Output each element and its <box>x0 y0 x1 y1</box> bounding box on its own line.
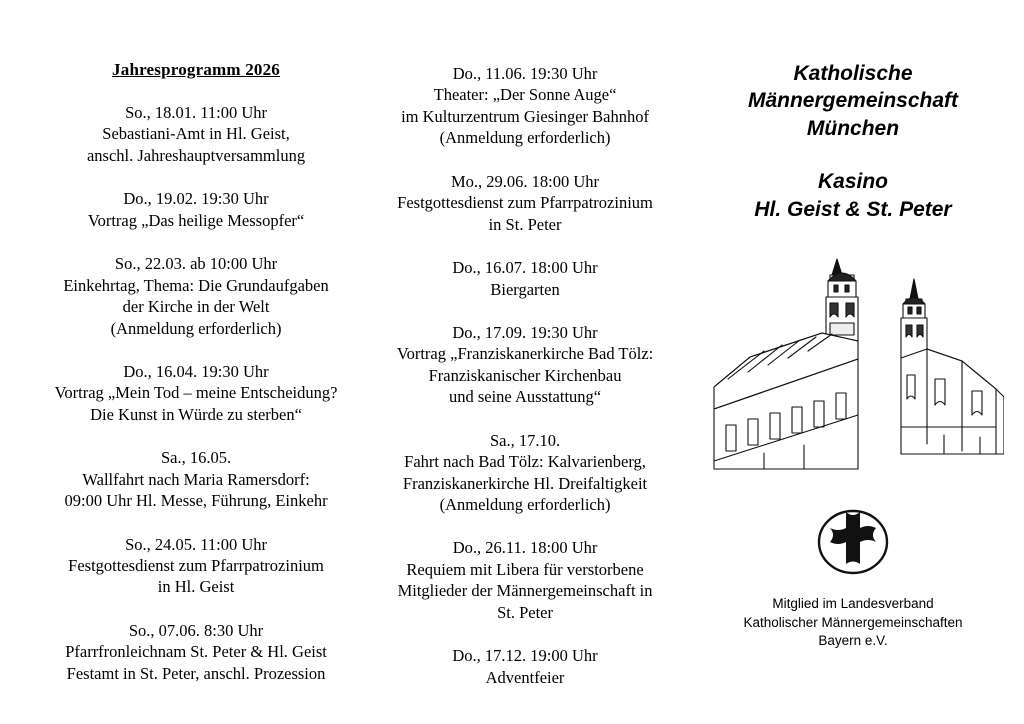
entry-line: St. Peter <box>497 602 553 622</box>
church-illustrations <box>704 239 1002 494</box>
cross-emblem <box>704 502 1002 587</box>
entry-line: So., 24.05. 11:00 Uhr <box>125 534 267 554</box>
entry-line: Vortrag „Mein Tod – meine Entscheidung? <box>54 383 338 403</box>
program-entry <box>44 361 348 425</box>
program-entry <box>368 171 682 235</box>
entry-line: der Kirche in der Welt <box>122 297 270 317</box>
entry-line: Vortrag „Das heilige Messopfer“ <box>87 210 305 230</box>
column-middle <box>362 42 688 714</box>
entry-line: Sebastiani-Amt in Hl. Geist, <box>102 124 290 144</box>
entry-line: (Anmeldung erforderlich) <box>439 128 611 148</box>
entry-line: Mo., 29.06. 18:00 Uhr <box>451 171 600 191</box>
program-entry <box>44 188 348 231</box>
entry-line: Do., 17.09. 19:30 Uhr <box>452 322 598 342</box>
entry-line: (Anmeldung erforderlich) <box>110 318 282 338</box>
program-entry <box>368 537 682 623</box>
entry-line: 09:00 Uhr Hl. Messe, Führung, Einkehr <box>64 491 328 511</box>
entry-line: in Hl. Geist <box>157 577 235 597</box>
entry-line: Vortrag „Franziskanerkirche Bad Tölz: <box>396 344 654 364</box>
footer-line: Katholischer Männergemeinschaften <box>743 614 963 630</box>
church-hl-geist-illustration <box>714 259 858 469</box>
church-st-peter-illustration <box>901 279 1004 454</box>
church-illustration-group <box>704 239 1004 489</box>
entry-line: Do., 19.02. 19:30 Uhr <box>123 189 269 209</box>
membership-footer <box>704 595 1002 650</box>
program-entry <box>44 534 348 598</box>
entry-line: Do., 11.06. 19:30 Uhr <box>452 64 598 83</box>
entry-line: Do., 16.04. 19:30 Uhr <box>123 361 269 381</box>
entry-line: Do., 17.12. 19:00 Uhr <box>452 646 598 666</box>
entry-line: Fahrt nach Bad Tölz: Kalvarienberg, <box>404 452 646 472</box>
entry-line: Do., 26.11. 18:00 Uhr <box>452 538 598 558</box>
entry-line: Franziskanischer Kirchenbau <box>428 365 622 385</box>
program-entry <box>368 257 682 300</box>
entry-line: (Anmeldung erforderlich) <box>439 495 611 514</box>
entry-line: So., 18.01. 11:00 Uhr <box>125 103 267 122</box>
organisation-line: Katholische <box>793 62 913 85</box>
entry-line: Mitglieder der Männergemeinschaft in <box>397 581 653 601</box>
program-entry <box>368 430 682 516</box>
program-entry <box>368 645 682 688</box>
entry-line: Franziskanerkirche Hl. Dreifaltigkeit <box>402 473 648 493</box>
entry-line: Adventfeier <box>485 667 565 687</box>
entry-line: Theater: „Der Sonne Auge“ <box>433 85 617 105</box>
program-entry <box>368 322 682 408</box>
entry-line: Biergarten <box>490 279 560 299</box>
entry-line: und seine Ausstattung“ <box>448 387 602 407</box>
entry-line: in St. Peter <box>488 214 562 234</box>
venue-line: Hl. Geist & St. Peter <box>754 197 952 221</box>
program-entry <box>44 253 348 339</box>
program-entry <box>368 63 682 149</box>
organisation-title <box>704 60 1002 142</box>
column-left <box>18 42 362 714</box>
cross-icon <box>810 502 896 582</box>
venue-line: Kasino <box>817 169 888 193</box>
page-title: Jahresprogramm 2026 <box>112 60 281 79</box>
entry-line: So., 07.06. 8:30 Uhr <box>128 620 264 640</box>
organisation-line: Männergemeinschaft <box>747 89 959 113</box>
entry-line: im Kulturzentrum Giesinger Bahnhof <box>401 106 649 126</box>
venue-title <box>704 168 1002 223</box>
program-entry <box>44 620 348 684</box>
entry-line: Festgottesdienst zum Pfarrpatrozinium <box>68 556 324 575</box>
entry-line: Sa., 17.10. <box>489 430 561 450</box>
entry-line: Do., 16.07. 18:00 Uhr <box>452 258 598 278</box>
entry-line: anschl. Jahreshauptversammlung <box>86 145 306 165</box>
entry-line: Festamt in St. Peter, anschl. Prozession <box>66 663 326 683</box>
program-entry <box>44 447 348 511</box>
program-entry <box>44 102 348 166</box>
entry-line: So., 22.03. ab 10:00 Uhr <box>114 254 278 274</box>
column-right <box>688 42 1006 714</box>
entry-line: Pfarrfronleichnam St. Peter & Hl. Geist <box>65 642 327 662</box>
footer-line: Bayern e.V. <box>818 632 888 648</box>
entry-line: Festgottesdienst zum Pfarrpatrozinium <box>397 193 653 213</box>
entry-line: Wallfahrt nach Maria Ramersdorf: <box>82 469 310 489</box>
entry-line: Die Kunst in Würde zu sterben“ <box>90 404 302 424</box>
entry-line: Sa., 16.05. <box>160 448 232 468</box>
footer-line: Mitglied im Landesverband <box>772 596 934 612</box>
entry-line: Einkehrtag, Thema: Die Grundaufgaben <box>63 275 329 295</box>
organisation-line: München <box>806 116 900 140</box>
entry-line: Requiem mit Libera für verstorbene <box>406 559 644 579</box>
